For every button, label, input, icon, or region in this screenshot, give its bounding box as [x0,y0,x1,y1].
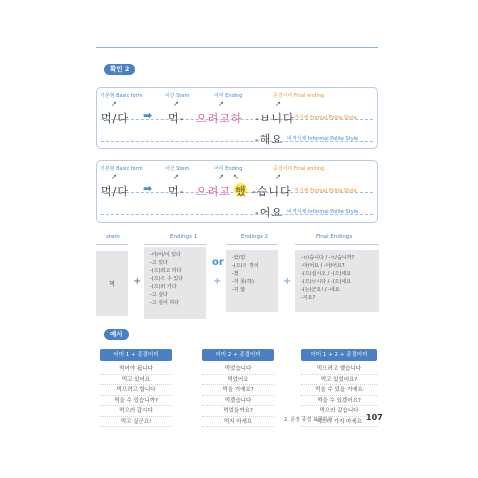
list-item: -(으)십시오 / -(으)세요 [301,271,352,277]
chapter-footer: 2. 문장 종결 표현하기 [284,417,333,423]
final-endings-header: Final Endings [316,234,353,240]
example-item: 먹었어요 [202,375,274,386]
endings1-list [144,247,206,319]
list-item: -(으)ㄹ 수 있다 [150,276,184,282]
example-column-header: 어미 1 + 종결어미 [100,349,172,361]
list-item: -아/어/이 있다 [150,252,181,258]
list-item: -고 싶다 [150,292,168,298]
example-column-1 [100,364,172,427]
endings2-header: Endings 2 [241,234,269,240]
plus-icon: + [213,276,222,287]
stem-cell [96,251,128,316]
ending-word: 으려고 [196,185,231,198]
pointer-arrow-icon: ↗ [275,173,281,181]
list-item: -(으)ㅂ시다 / -(으)세요 [301,279,352,285]
list-item: -고 싶어 하다 [150,300,180,306]
stem-word: 먹- [168,112,185,125]
list-item: -(으)려고 하다 [150,268,182,274]
example-item: 먹을 수 있을 거예요 [301,385,377,396]
pointer-arrow-icon: ↗ [173,100,179,108]
informal-style-tag: 비격식체 Informal Polite Style [287,136,359,142]
page-number: 107 [366,413,383,422]
pointer-arrow-icon: ↗ [275,100,281,108]
list-item: -지 못(하) [232,279,254,285]
basic-form-label: 기본형 Basic form [100,93,143,99]
formal-style-tag: 격식체 Formal Polite Style [294,115,357,121]
pointer-arrow-icon: ↗ [218,173,224,181]
header-underline [295,244,379,245]
list-item: -겠 [232,271,239,277]
example-column-2 [202,364,274,427]
example-item: 먹고 싶군요! [100,417,172,428]
ending-label: 어미 Ending [214,93,243,99]
conjugation-box-2 [96,160,378,223]
pointer-arrow-icon: ↗ [173,173,179,181]
list-item: -(으)ㄹ 것이 [232,263,259,269]
list-item: -(으)러 가다 [150,284,177,290]
example-item: 먹었을까요? [202,406,274,417]
informal-style-tag: 비격식체 Informal Polite Style [287,209,359,215]
plus-icon: + [133,276,142,287]
right-arrow-icon: ➡ [143,182,153,195]
example-badge: 예시 [104,329,129,340]
list-item: -(는)군요! / -네요 [301,287,340,293]
stem-label: 어간 Stem [165,93,190,99]
example-item: 먹으려고 했습니다 [301,364,377,375]
top-rule [96,47,378,48]
endings1-header: Endings 1 [170,234,198,240]
pointer-arrow-icon: ↖ [233,173,239,181]
example-column-header: 어미 2 + 종결어미 [202,349,274,361]
stem-value: 먹 [109,281,115,288]
final-formal: -습니다 [252,185,292,198]
stem-word: 먹- [168,185,185,198]
example-item: 먹을 수 있습니까? [100,396,172,407]
example-item: 먹을 수 있겠어요? [301,396,377,407]
section-badge: 확인 2 [104,64,135,75]
example-column-header: 어미 1 + 2 + 종결어미 [301,349,377,361]
example-item: 먹으러 갔습니다 [301,406,377,417]
plus-icon: + [283,276,292,287]
list-item: -고 있다 [150,260,168,266]
final-formal: -ㅂ니다 [255,112,295,125]
stem-label: 어간 Stem [165,166,190,172]
or-text: or [212,257,224,268]
example-item: 먹고 있었어요? [301,375,377,386]
conjugation-box-1 [96,87,378,149]
header-underline [144,244,206,245]
ending-label: 어미 Ending [214,166,243,172]
base-word: 먹/다 [101,185,129,198]
ending-word: 으려고하 [196,112,243,125]
highlight-syllable: 했 [235,185,247,198]
example-item: 먹지 마세요 [202,417,274,428]
base-word: 먹/다 [101,112,129,125]
endings2-list [226,250,278,312]
list-item: -았/었 [232,255,246,261]
header-underline [226,244,278,245]
formal-style-tag: 격식체 Formal Polite Style [294,188,357,194]
header-underline [96,244,128,245]
final-ending-label: 종결어미 Final ending [273,166,325,172]
example-item: 먹어야 됩니다 [100,364,172,375]
example-item: 먹으러 가지 마세요 [301,417,377,428]
pointer-arrow-icon: ↗ [111,173,117,181]
final-informal: -어요 [255,206,283,219]
example-item: 먹겠습니다 [202,396,274,407]
list-item: -아/어요 / -아/어요? [301,263,345,269]
right-arrow-icon: ➡ [143,109,153,122]
pointer-arrow-icon: ↗ [218,100,224,108]
list-item: -ㅂ/습니다 / -ㅂ/습니까? [301,255,355,261]
basic-form-label: 기본형 Basic form [100,166,143,172]
example-item: 먹으려고 합니다 [100,385,172,396]
example-item: 먹었습니다 [202,364,274,375]
list-item: -지 않 [232,287,246,293]
pointer-arrow-icon: ↗ [111,100,117,108]
stem-header: stem [106,234,120,240]
example-item: 먹고 있어요 [100,375,172,386]
list-item: -지요? [301,295,316,301]
final-ending-label: 종결어미 Final ending [273,93,325,99]
example-item: 먹을 거예요? [202,385,274,396]
example-item: 먹으러 갑시다 [100,406,172,417]
final-informal: -해요 [255,133,283,146]
final-endings-list [295,250,379,312]
